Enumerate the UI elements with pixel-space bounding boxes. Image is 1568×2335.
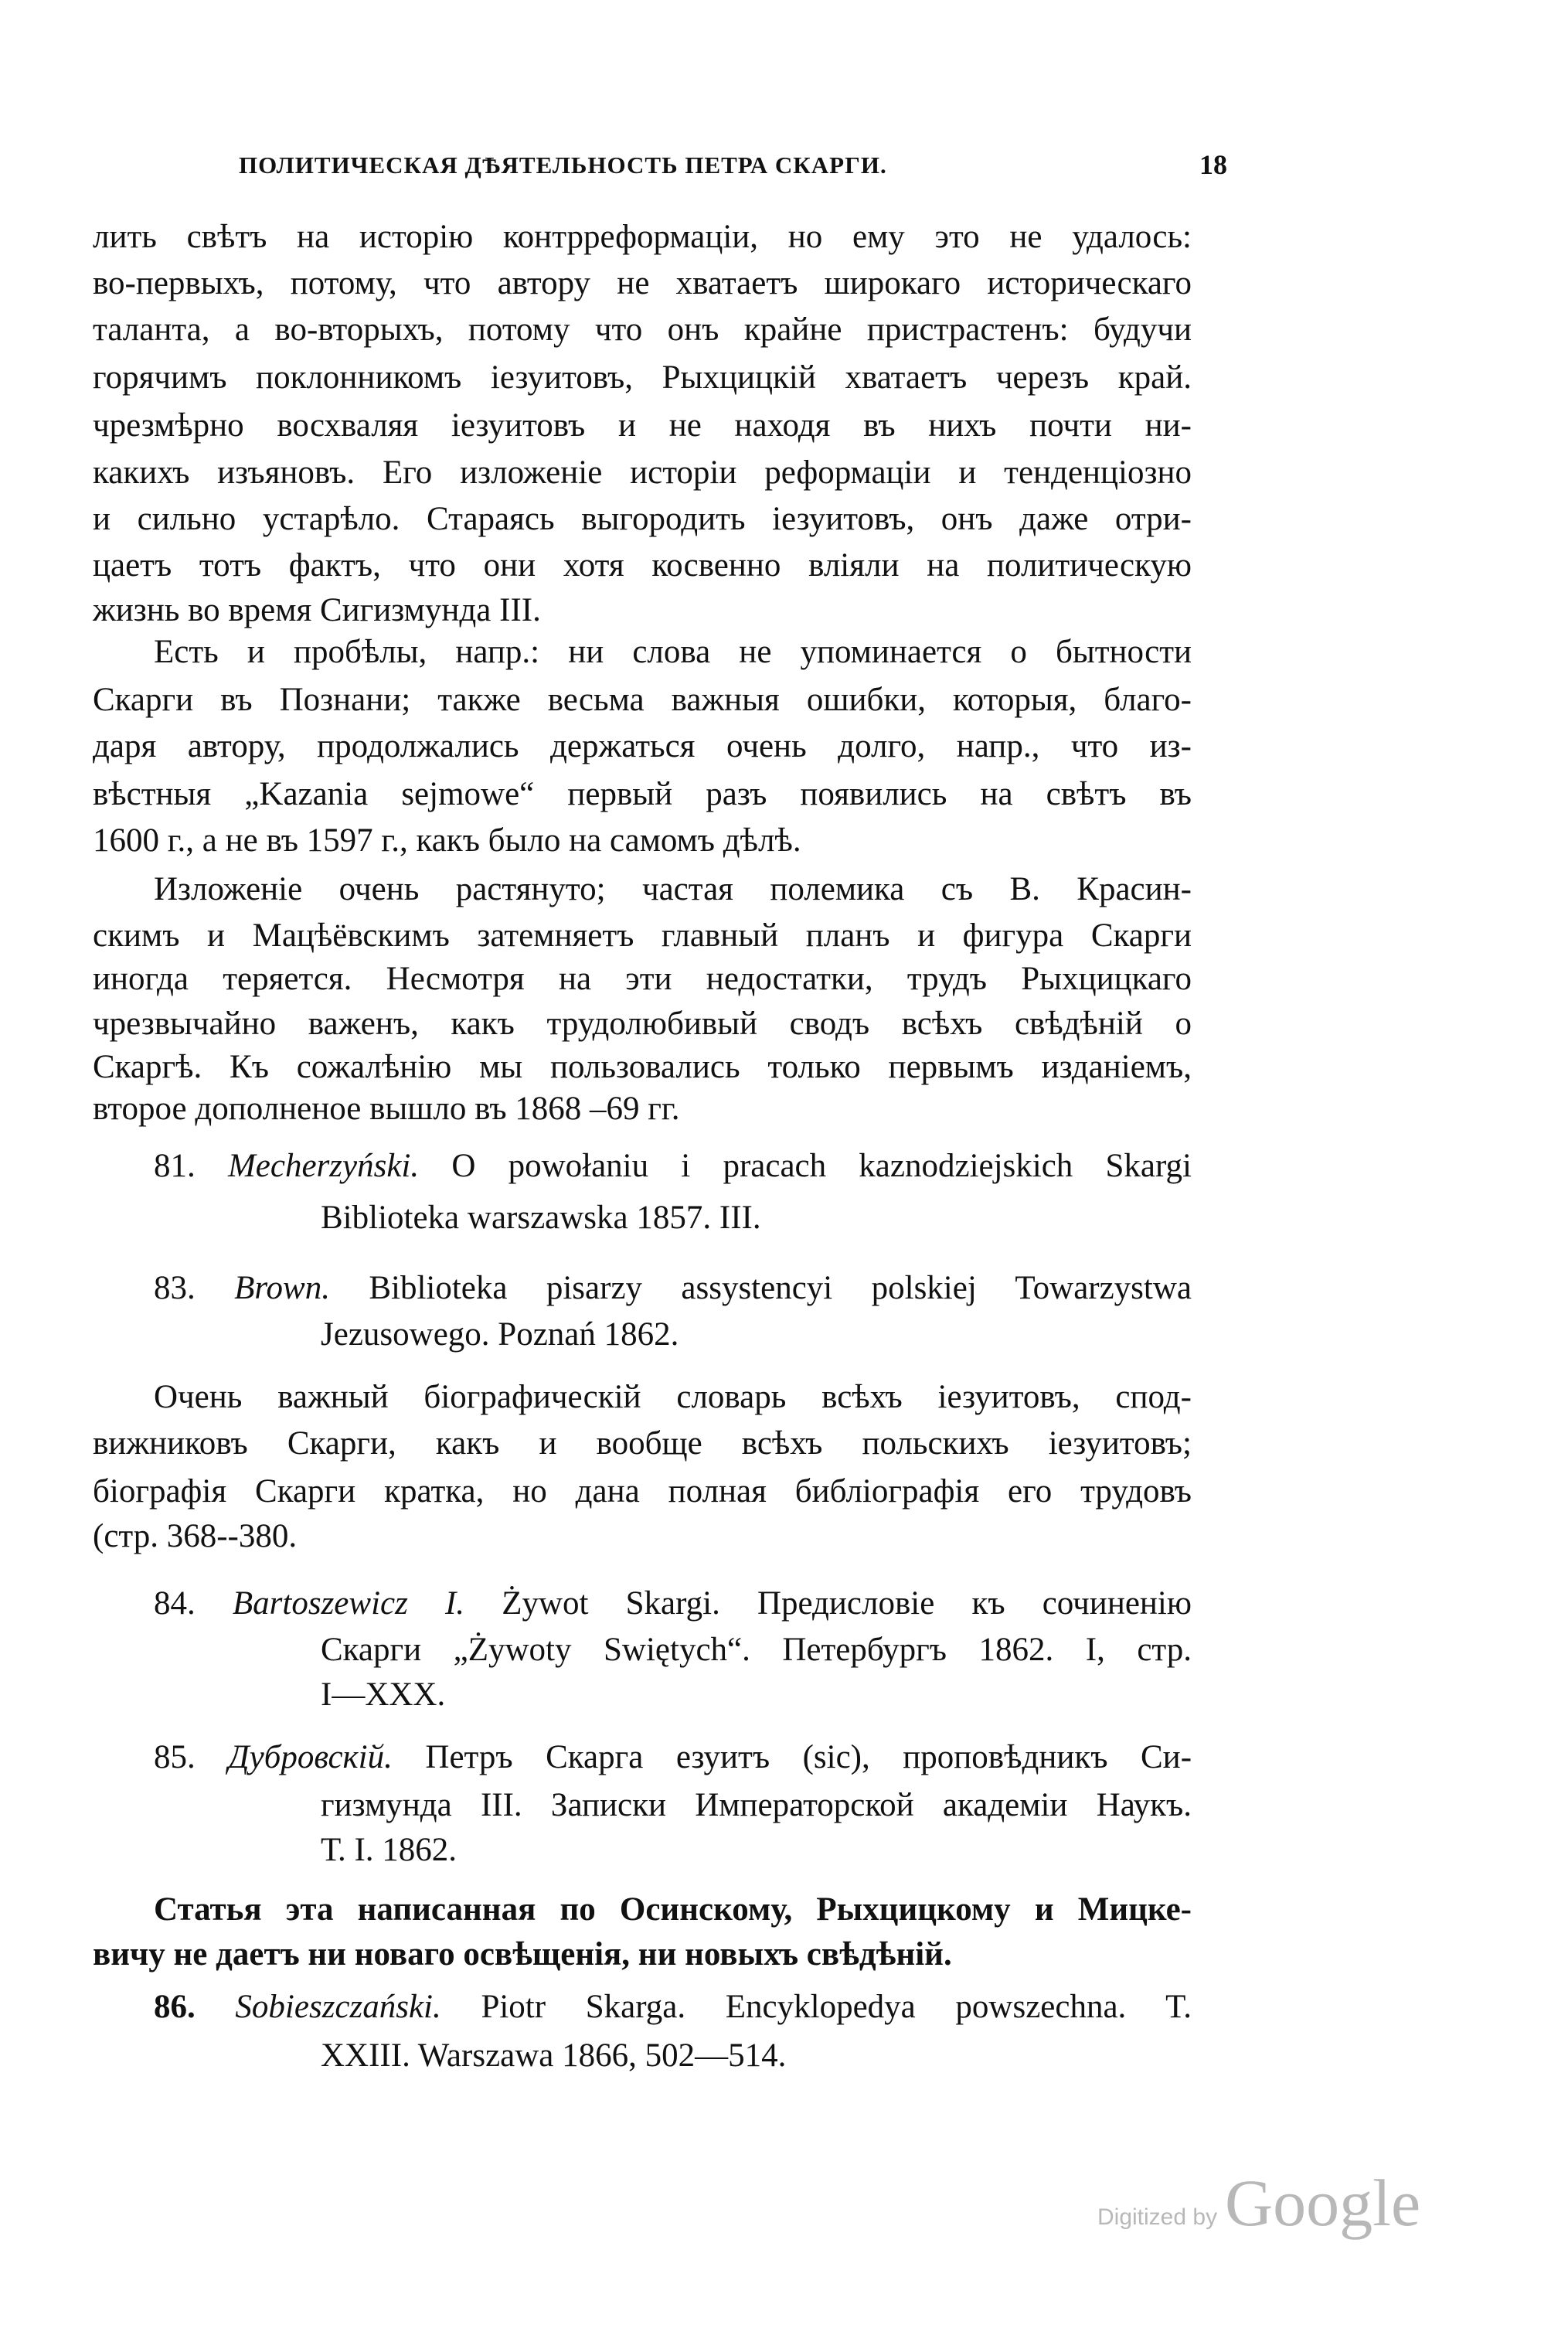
paragraph-line: [93, 356, 1192, 400]
paragraph-line: [93, 216, 1192, 259]
paragraph-line: [154, 1376, 1192, 1419]
paragraph-line: [93, 1422, 1192, 1465]
line-text: 1600 г., а не въ 1597 г., какъ было на самомъ дѣлѣ.: [93, 822, 801, 859]
entry-number: 84.: [154, 1585, 196, 1622]
line-text: лить свѣтъ на исторію контрреформаціи, но ему это не удалось:: [93, 219, 1192, 255]
line-text: цаетъ тотъ фактъ, что они хотя косвенно вліяли на политическую: [93, 547, 1192, 584]
entry-text: XXIII. Warszawa 1866, 502—514.: [321, 2037, 787, 2074]
paragraph-line: [93, 451, 1192, 495]
paragraph-line: [93, 819, 1192, 863]
line-text: даря автору, продолжались держаться очень долго, напр., что из-: [93, 728, 1192, 764]
paragraph-line: [154, 868, 1192, 911]
entry-text: Т. I. 1862.: [321, 1832, 457, 1868]
entry-text: I—XXX.: [321, 1676, 446, 1713]
line-text: вичу не даетъ ни новаго освѣщенія, ни новыхъ свѣдѣній.: [93, 1936, 952, 1972]
entry-text: Biblioteka pisarzy assystencyi polskiej Towarzystwa: [369, 1270, 1192, 1306]
bibliography-entry: [154, 1145, 1192, 1188]
entry-text: гизмунда III. Записки Императорской академіи Наукъ.: [321, 1787, 1192, 1823]
line-text: жизнь во время Сигизмунда III.: [93, 592, 541, 628]
line-text: Статья эта написанная по Осинскому, Рыхцицкому и Мицке-: [154, 1891, 1192, 1928]
bibliography-entry-continuation: [321, 1673, 1192, 1717]
paragraph-line: [93, 1515, 1192, 1558]
entry-number: 83.: [154, 1270, 196, 1306]
line-text: Скаргѣ. Къ сожалѣнію мы пользовались только первымъ изданіемъ,: [93, 1049, 1192, 1085]
bibliography-entry: [154, 1986, 1192, 2029]
entry-author: Bartoszewicz I.: [232, 1585, 465, 1622]
paragraph-line: [93, 679, 1192, 722]
bibliography-entry-continuation: [321, 1629, 1192, 1672]
paragraph-line: [93, 1002, 1192, 1046]
paragraph-line: [93, 308, 1192, 352]
entry-author: Mecherzyński.: [227, 1148, 420, 1184]
bibliography-entry-continuation: [321, 1784, 1192, 1827]
entry-number: 86.: [154, 1989, 196, 2025]
paragraph-line: [93, 725, 1192, 768]
line-text: таланта, а во-вторыхъ, потому что онъ крайне пристрастенъ: будучи: [93, 311, 1192, 348]
line-text: Есть и пробѣлы, напр.: ни слова не упоминается о бытности: [154, 634, 1192, 670]
paragraph-line: [93, 498, 1192, 541]
bibliography-entry: [154, 1736, 1192, 1779]
line-text: біографія Скарги кратка, но дана полная библіографія его трудовъ: [93, 1473, 1192, 1510]
line-text: и сильно устарѣло. Стараясь выгородить іезуитовъ, онъ даже отри-: [93, 501, 1192, 537]
line-text: (стр. 368--380.: [93, 1518, 298, 1554]
line-text: горячимъ поклонникомъ іезуитовъ, Рыхцицкій хватаетъ черезъ край.: [93, 359, 1192, 396]
entry-text: Петръ Скарга езуитъ (sic), проповѣдникъ Си-: [425, 1739, 1192, 1775]
paragraph-line: [93, 1470, 1192, 1513]
entry-number: 81.: [154, 1148, 196, 1184]
watermark-google-logo: Google: [1225, 2166, 1421, 2240]
paragraph-line: [93, 544, 1192, 587]
paragraph-line: [93, 1933, 1192, 1976]
entry-text: O powołaniu i pracach kaznodziejskich Skargi: [451, 1148, 1192, 1184]
watermark-digitized-by: Digitized by: [1097, 2204, 1218, 2230]
running-header: ПОЛИТИЧЕСКАЯ ДѢЯТЕЛЬНОСТЬ ПЕТРА СКАРГИ.: [239, 151, 887, 179]
line-text: во-первыхъ, потому, что автору не хватаетъ широкаго историческаго: [93, 265, 1192, 301]
paragraph-line: [93, 589, 1192, 632]
paragraph-line: [93, 404, 1192, 448]
entry-number: 85.: [154, 1739, 196, 1775]
line-text: иногда теряется. Несмотря на эти недостатки, трудъ Рыхцицкаго: [93, 961, 1192, 997]
entry-text: Jezusowego. Poznań 1862.: [321, 1316, 679, 1353]
line-text: скимъ и Мацѣёвскимъ затемняетъ главный планъ и фигура Скарги: [93, 917, 1192, 954]
paragraph-line: [93, 1088, 1192, 1131]
bibliography-entry-continuation: [321, 1313, 1192, 1356]
line-text: чрезмѣрно восхваляя іезуитовъ и не находя въ нихъ почти ни-: [93, 407, 1192, 444]
paragraph-line: [154, 1888, 1192, 1932]
entry-text: Скарги „Żywoty Swiętych“. Петербургъ 1862. I, стр.: [321, 1632, 1192, 1668]
line-text: чрезвычайно важенъ, какъ трудолюбивый сводъ всѣхъ свѣдѣній о: [93, 1006, 1192, 1042]
page-number: 18: [1199, 149, 1227, 180]
entry-text: Biblioteka warszawska 1857. III.: [321, 1200, 761, 1236]
bibliography-entry-continuation: [321, 2034, 1192, 2078]
line-text: Изложеніе очень растянуто; частая полемика съ В. Красин-: [154, 871, 1192, 907]
line-text: вѣстныя „Kazania sejmowe“ первый разъ появились на свѣтъ въ: [93, 776, 1192, 812]
entry-author: Sobieszczański.: [235, 1989, 441, 2025]
paragraph-line: [93, 262, 1192, 305]
paragraph-line: [93, 1046, 1192, 1089]
entry-author: Brown.: [234, 1270, 330, 1306]
bibliography-entry: [154, 1267, 1192, 1310]
line-text: Очень важный біографическій словарь всѣхъ іезуитовъ, спод-: [154, 1379, 1192, 1415]
line-text: вижниковъ Скарги, какъ и вообще всѣхъ польскихъ іезуитовъ;: [93, 1425, 1192, 1462]
paragraph-line: [93, 958, 1192, 1001]
entry-text: Piotr Skarga. Encyklopedya powszechna. T.: [481, 1989, 1192, 2025]
entry-text: Żywot Skargi. Предисловіе къ сочиненію: [502, 1585, 1192, 1622]
bibliography-entry-continuation: [321, 1196, 1192, 1240]
paragraph-line: [93, 773, 1192, 816]
entry-author: Дубровскій.: [228, 1739, 393, 1775]
line-text: какихъ изъяновъ. Его изложеніе исторіи реформаціи и тенденціозно: [93, 454, 1192, 491]
paragraph-line: [154, 631, 1192, 674]
paragraph-line: [93, 914, 1192, 958]
bibliography-entry: [154, 1582, 1192, 1625]
line-text: Скарги въ Познани; также весьма важныя ошибки, которыя, благо-: [93, 682, 1192, 718]
line-text: второе дополненое вышло въ 1868 –69 гг.: [93, 1091, 680, 1127]
bibliography-entry-continuation: [321, 1829, 1192, 1872]
